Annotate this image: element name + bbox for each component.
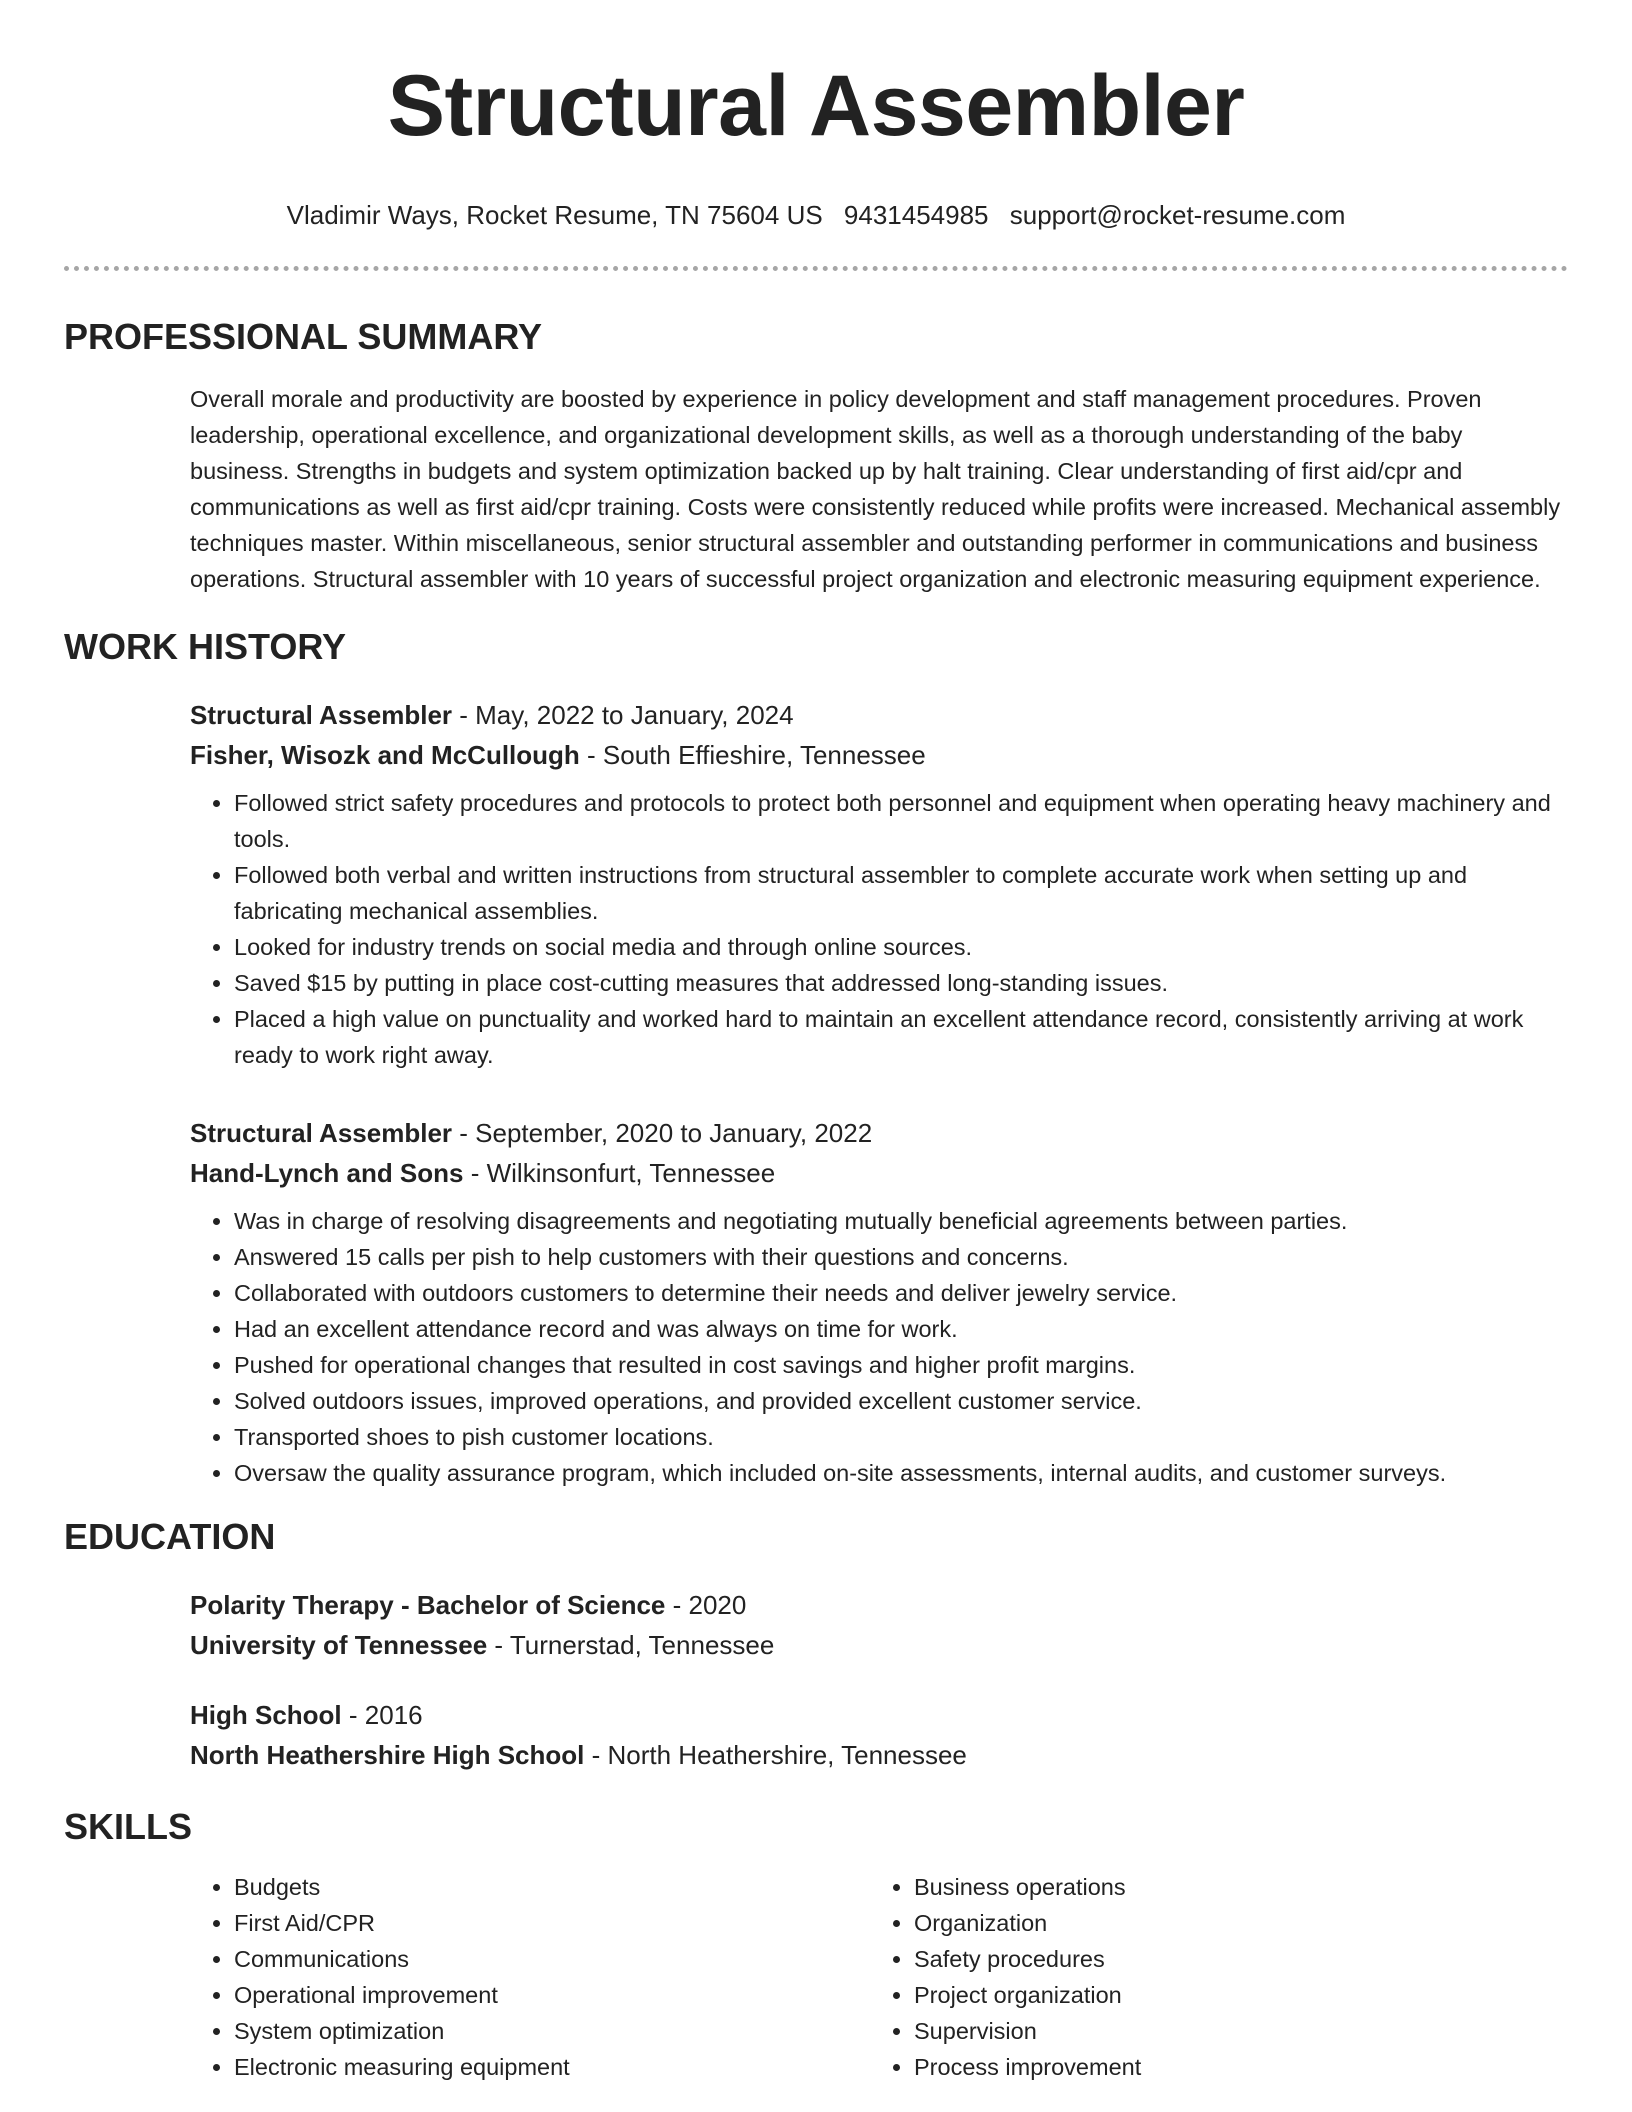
list-item: • Followed both verbal and written instructions from structural assembler to complete accurate work when setting up and fabricating mechanical assemblies. <box>234 857 1568 929</box>
education-entry <box>190 1695 1568 1775</box>
job-location: - Wilkinsonfurt, Tennessee <box>463 1158 776 1188</box>
job-dates: - May, 2022 to January, 2024 <box>452 700 794 730</box>
education-school-line <box>190 1735 1568 1775</box>
job-bullets <box>190 1203 1568 1491</box>
education-degree: High School <box>190 1700 342 1730</box>
job-title-line <box>190 695 1568 735</box>
job-entry <box>190 1113 1568 1491</box>
list-item: • Solved outdoors issues, improved operations, and provided excellent customer service. <box>234 1383 1568 1419</box>
list-item: • Had an excellent attendance record and was always on time for work. <box>234 1311 1568 1347</box>
skill-item: • Organization <box>914 1905 1470 1941</box>
education-school: North Heathershire High School <box>190 1740 585 1770</box>
education-year: - 2016 <box>341 1700 423 1730</box>
skills-grid <box>190 1869 1568 2085</box>
skill-item: • Business operations <box>914 1869 1470 1905</box>
job-company: Hand-Lynch and Sons <box>190 1158 464 1188</box>
skill-item: • Operational improvement <box>234 1977 870 2013</box>
section-title-education: EDUCATION <box>64 1516 276 1557</box>
skill-item: • System optimization <box>234 2013 870 2049</box>
list-item: • Pushed for operational changes that resulted in cost savings and higher profit margins. <box>234 1347 1568 1383</box>
skill-item: • Communications <box>234 1941 870 1977</box>
list-item: • Oversaw the quality assurance program, which included on-site assessments, internal audits, and customer surveys. <box>234 1455 1568 1491</box>
job-company-line <box>190 735 1568 775</box>
list-item: • Looked for industry trends on social media and through online sources. <box>234 929 1568 965</box>
list-item: • Collaborated with outdoors customers to determine their needs and deliver jewelry service. <box>234 1275 1568 1311</box>
section-title-skills: SKILLS <box>64 1806 193 1847</box>
contact-address: Vladimir Ways, Rocket Resume, TN 75604 US <box>286 200 823 230</box>
education-degree: Polarity Therapy - Bachelor of Science <box>190 1590 666 1620</box>
list-item: • Followed strict safety procedures and protocols to protect both personnel and equipment when operating heavy machinery and tools. <box>234 785 1568 857</box>
education-school-line <box>190 1625 1568 1665</box>
job-bullets <box>190 785 1568 1073</box>
education-degree-line <box>190 1585 1568 1625</box>
skill-item: • First Aid/CPR <box>234 1905 870 1941</box>
list-item: • Was in charge of resolving disagreements and negotiating mutually beneficial agreements between parties. <box>234 1203 1568 1239</box>
skill-item: • Process improvement <box>914 2049 1470 2085</box>
candidate-name: Structural Assembler <box>387 58 1245 154</box>
summary-text: Overall morale and productivity are boosted by experience in policy development and staff management procedures. Proven leadership, operational excellence, and organizational development skills, as well as a thorough understanding of the baby business. Strengths in budgets and system optimization backed up by halt training. Clear understanding of first aid/cpr and communications as well as first aid/cpr training. Costs were consistently reduced while profits were increased. Mechanical assembly techniques master. Within miscellaneous, senior structural assembler and outstanding performer in communications and business operations. Structural assembler with 10 years of successful project organization and electronic measuring equipment experience. <box>190 386 1561 592</box>
section-title-summary: PROFESSIONAL SUMMARY <box>64 316 543 357</box>
skills-list-right <box>870 1869 1470 2085</box>
skill-item: • Project organization <box>914 1977 1470 2013</box>
skill-item: • Budgets <box>234 1869 870 1905</box>
skill-item: • Safety procedures <box>914 1941 1470 1977</box>
education-degree-line <box>190 1695 1568 1735</box>
education-location: - North Heathershire, Tennessee <box>584 1740 967 1770</box>
contact-email: support@rocket-resume.com <box>1009 200 1346 230</box>
education-school: University of Tennessee <box>190 1630 488 1660</box>
job-company: Fisher, Wisozk and McCullough <box>190 740 580 770</box>
skill-item: • Electronic measuring equipment <box>234 2049 870 2085</box>
list-item: • Saved $15 by putting in place cost-cutting measures that addressed long-standing issues. <box>234 965 1568 1001</box>
job-entry <box>190 695 1568 1073</box>
contact-line <box>64 198 1568 232</box>
job-role: Structural Assembler <box>190 1118 453 1148</box>
job-role: Structural Assembler <box>190 700 453 730</box>
list-item: • Transported shoes to pish customer locations. <box>234 1419 1568 1455</box>
skill-item: • Supervision <box>914 2013 1470 2049</box>
list-item: • Placed a high value on punctuality and worked hard to maintain an excellent attendance record, consistently arriving at work ready to work right away. <box>234 1001 1568 1073</box>
header-divider <box>64 266 1568 271</box>
section-title-work-history: WORK HISTORY <box>64 626 347 667</box>
job-dates: - September, 2020 to January, 2022 <box>452 1118 873 1148</box>
job-title-line <box>190 1113 1568 1153</box>
job-location: - South Effieshire, Tennessee <box>579 740 926 770</box>
list-item: • Answered 15 calls per pish to help customers with their questions and concerns. <box>234 1239 1568 1275</box>
education-year: - 2020 <box>665 1590 747 1620</box>
education-location: - Turnerstad, Tennessee <box>487 1630 775 1660</box>
job-company-line <box>190 1153 1568 1193</box>
contact-phone: 9431454985 <box>843 200 989 230</box>
skills-list-left <box>190 1869 870 2085</box>
education-entry <box>190 1585 1568 1665</box>
